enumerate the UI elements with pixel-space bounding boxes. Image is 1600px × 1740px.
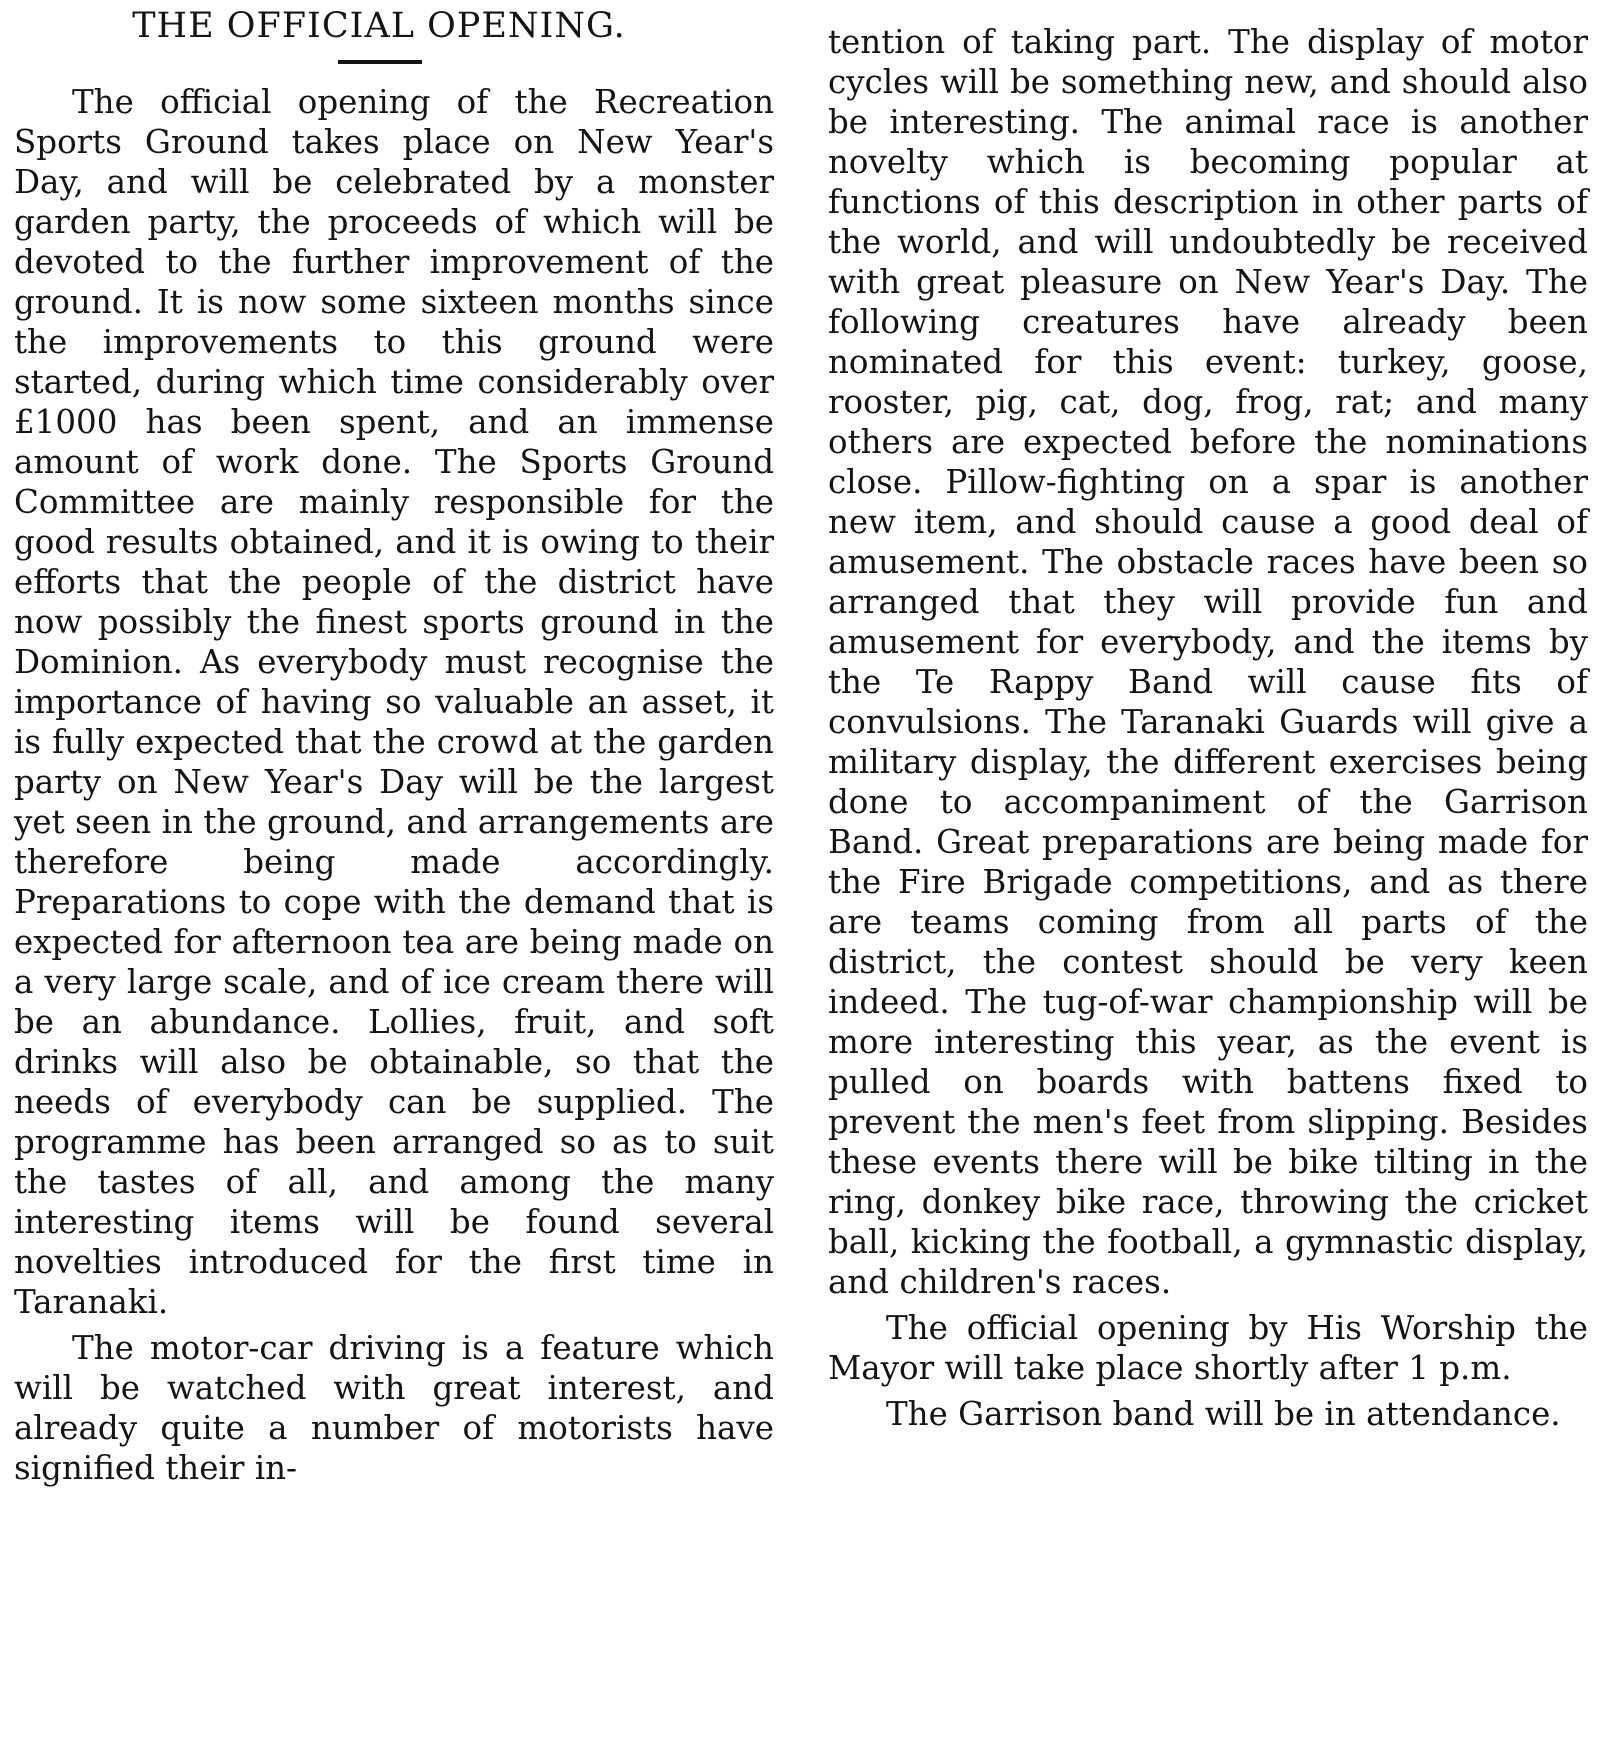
- paragraph: The Garrison band will be in attendance.: [886, 1395, 1561, 1433]
- paragraph: The motor-car driving is a feature which will be watched with great interest, and already quite a number of motorists have signified their in-: [14, 1329, 774, 1487]
- right-column: [828, 22, 1588, 1434]
- left-column: [14, 0, 774, 1488]
- article-headline: THE OFFICIAL OPENING.: [132, 6, 626, 46]
- paragraph: The official opening of the Recreation Sports Ground takes place on New Year's Day, and will be celebrated by a monster garden party, the proceeds of which will be devoted to the further improvement of the ground. It is now some sixteen months since the improvements to this ground were started, during which time considerably over £1000 has been spent, and an immense amount of work done. The Sports Ground Committee are mainly responsible for the good results obtained, and it is owing to their efforts that the people of the district have now possibly the finest sports ground in the Dominion. As everybody must recognise the importance of having so valuable an asset, it is fully expected that the crowd at the garden party on New Year's Day will be the largest yet seen in the ground, and arrangements are therefore being made accordingly. Preparations to cope with the demand that is expected for afternoon tea are being made on a very large scale, and of ice cream there will be an abundance. Lollies, fruit, and soft drinks will also be obtainable, so that the needs of everybody can be supplied. The programme has been arranged so as to suit the tastes of all, and among the many interesting items will be found several novelties introduced for the first time in Taranaki.: [14, 83, 774, 1321]
- paragraph: The official opening by His Worship the Mayor will take place shortly after 1 p.m.: [828, 1309, 1588, 1387]
- headline-rule: [338, 60, 422, 64]
- paragraph-continued: tention of taking part. The display of motor cycles will be something new, and should also be interesting. The animal race is another novelty which is becoming popular at functions of this description in other parts of the world, and will undoubtedly be received with great pleasure on New Year's Day. The following creatures have already been nominated for this event: turkey, goose, rooster, pig, cat, dog, frog, rat; and many others are expected before the nominations close. Pillow-fighting on a spar is another new item, and should cause a good deal of amusement. The obstacle races have been so arranged that they will provide fun and amusement for everybody, and the items by the Te Rappy Band will cause fits of convulsions. The Taranaki Guards will give a military display, the different exercises being done to accompaniment of the Garrison Band. Great preparations are being made for the Fire Brigade competitions, and as there are teams coming from all parts of the district, the contest should be very keen indeed. The tug-of-war championship will be more interesting this year, as the event is pulled on boards with battens fixed to prevent the men's feet from slipping. Besides these events there will be bike tilting in the ring, donkey bike race, throwing the cricket ball, kicking the football, a gymnastic display, and children's races.: [828, 23, 1588, 1301]
